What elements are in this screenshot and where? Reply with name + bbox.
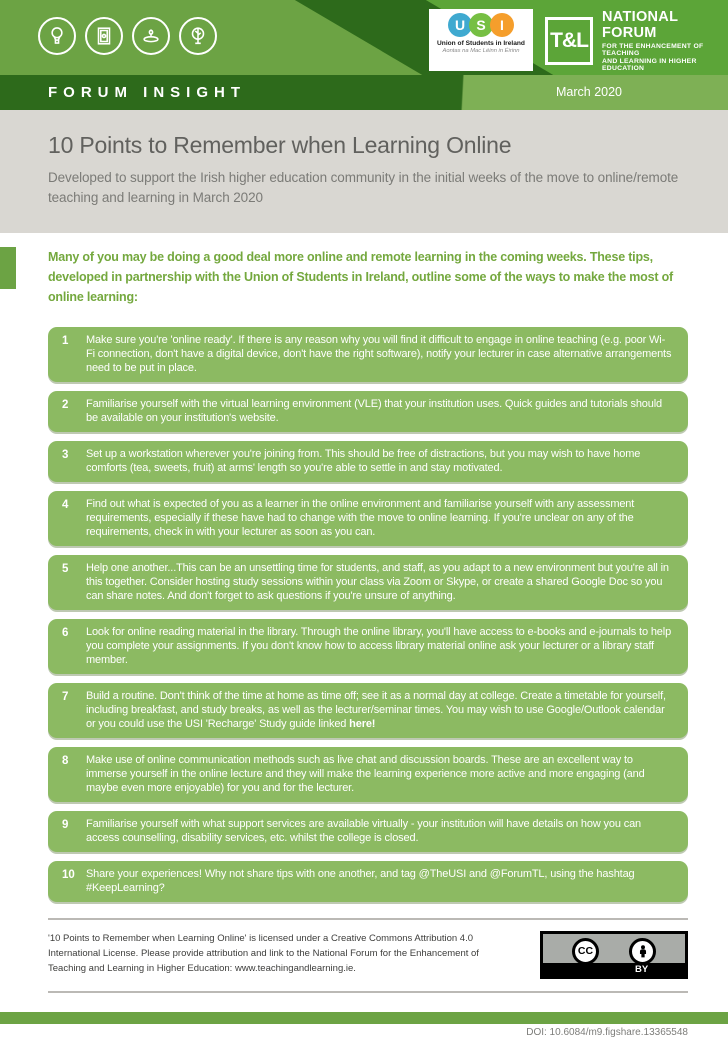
tip-text: Find out what is expected of you as a learner in the online environment and familiarise yourself with any assessment requirements, especially if these have had to change with the move to online learning. If you're unclear on any of the requirements, check in with your lecturer as soon as you can. [86, 498, 635, 538]
tree-icon [179, 17, 217, 55]
footer-bar [0, 1012, 728, 1024]
tip-box-1 [48, 327, 688, 382]
title-section [0, 110, 728, 233]
tip-text: Help one another...This can be an unsettling time for students, and staff, as you adapt to a new environment but you're all in this together. Consider hosting study sessions within your class via Zoom or Skype, or create a shared Google Doc so you can share notes. And don't forget to ask questions if you're unsure of anything. [86, 562, 669, 602]
cc-logo-icon: CC [572, 938, 599, 965]
tip-box-7 [48, 683, 688, 738]
tip-box-8 [48, 747, 688, 802]
banner-title: FORUM INSIGHT [48, 84, 246, 101]
usi-letter-i: I [490, 13, 514, 37]
tip-number: 3 [62, 449, 69, 461]
tip-number: 5 [62, 563, 69, 575]
national-forum-text [602, 9, 724, 72]
tip-text: Make use of online communication methods such as live chat and discussion boards. These are an excellent way to immerse yourself in the online lecture and they will make the learning experience more active and more engaging (and maybe even more enjoyable) for you and for the lecturer. [86, 754, 645, 794]
cc-badge-icons [543, 934, 685, 965]
national-forum-title: NATIONAL FORUM [602, 9, 678, 41]
tip-box-2 [48, 391, 688, 432]
license-text: '10 Points to Remember when Learning Online' is licensed under a Creative Commons Attribution 4.0 International License. Please provide attribution and link to the National Forum for the Enhancement of Teaching and Learning in Higher Education: www.teachingandlearning.ie. [48, 933, 479, 974]
tip-box-3 [48, 441, 688, 482]
doi-text: DOI: 10.6084/m9.figshare.13365548 [526, 1027, 688, 1038]
balloon-icon [38, 17, 76, 55]
tip-number: 9 [62, 819, 69, 831]
picture-frame-icon [85, 17, 123, 55]
content [0, 233, 728, 1038]
banner-date: March 2020 [556, 85, 623, 99]
tip-number: 6 [62, 627, 69, 639]
tip-number: 2 [62, 399, 69, 411]
page-title: 10 Points to Remember when Learning Online [48, 132, 512, 158]
usi-letter-u: U [448, 13, 472, 37]
tip-number: 10 [62, 869, 75, 881]
tip-number: 1 [62, 335, 69, 347]
tip-box-10 [48, 861, 688, 902]
tip-number: 7 [62, 691, 69, 703]
tip-text: Set up a workstation wherever you're joining from. This should be free of distractions, but you may wish to have home comforts (tea, sweets, fruit) at arms' length so you're able to settle in and stay motivated. [86, 448, 641, 474]
usi-name-irish: Aontas na Mac Léinn in Éirinn [442, 48, 520, 54]
forum-insight-banner [0, 75, 728, 110]
intro-paragraph: Many of you may be doing a good deal more online and remote learning in the coming weeks. These tips, developed in partnership with the Union of Students in Ireland, outline some of the ways to make the most of online learning: [48, 250, 673, 304]
tip-box-5 [48, 555, 688, 610]
tip-box-9 [48, 811, 688, 852]
intro-green-marker [0, 247, 16, 289]
here-link[interactable]: here! [349, 718, 376, 730]
national-forum-logo [545, 9, 724, 72]
header-icons [38, 17, 217, 55]
tip-text: Familiarise yourself with the virtual learning environment (VLE) that your institution uses. Quick guides and tutorials should be available on your institution's website. [86, 398, 662, 424]
header-logos [429, 9, 724, 72]
header [0, 0, 728, 75]
tip-number: 8 [62, 755, 69, 767]
license-section [48, 918, 688, 993]
usi-logo [429, 9, 533, 71]
plant-bowl-icon [132, 17, 170, 55]
usi-letter-circles [433, 13, 529, 37]
tip-text: Familiarise yourself with what support services are available virtually - your institution will have details on how you can access counselling, disability services, etc. whilst the college is closed. [86, 818, 642, 844]
tips-list [48, 327, 688, 902]
tip-number: 4 [62, 499, 69, 511]
tl-monogram: T&L [545, 17, 593, 65]
cc-by-label: BY [543, 963, 685, 976]
tip-text: Share your experiences! Why not share tips with one another, and tag @TheUSI and @ForumTL, using the hashtag #KeepLearning? [86, 868, 635, 894]
national-forum-subtitle-2: AND LEARNING IN HIGHER EDUCATION [602, 58, 697, 72]
tip-box-4 [48, 491, 688, 546]
cc-by-badge [540, 931, 688, 979]
tip-text: Build a routine. Don't think of the time at home as time off; see it as a normal day at college. Create a timetable for yourself, including breakfast, and study breaks, as well as the lecturer/seminar times. You may wish to use Google/Outlook calendar or you could use the USI 'Recharge' Study guide linked here! [86, 690, 666, 730]
usi-letter-s: S [469, 13, 493, 37]
usi-name: Union of Students in Ireland [437, 40, 525, 47]
tip-text: Make sure you're 'online ready'. If there is any reason why you will find it difficult to engage in online teaching (e.g. poor Wi-Fi connection, don't have a digital device, don't have the right software), notify your lecturer in case alternative arrangements need to be put in place. [86, 334, 672, 374]
page-subtitle: Developed to support the Irish higher education community in the initial weeks of the move to online/remote teaching and learning in March 2020 [48, 170, 679, 205]
tip-box-6 [48, 619, 688, 674]
tip-text: Look for online reading material in the library. Through the online library, you'll have access to e-books and e-journals to help you complete your assignments. If you don't know how to access library material online ask your lecturer or a library staff member. [86, 626, 672, 666]
attribution-person-icon [629, 938, 656, 965]
national-forum-subtitle-1: FOR THE ENHANCEMENT OF TEACHING [602, 42, 704, 57]
